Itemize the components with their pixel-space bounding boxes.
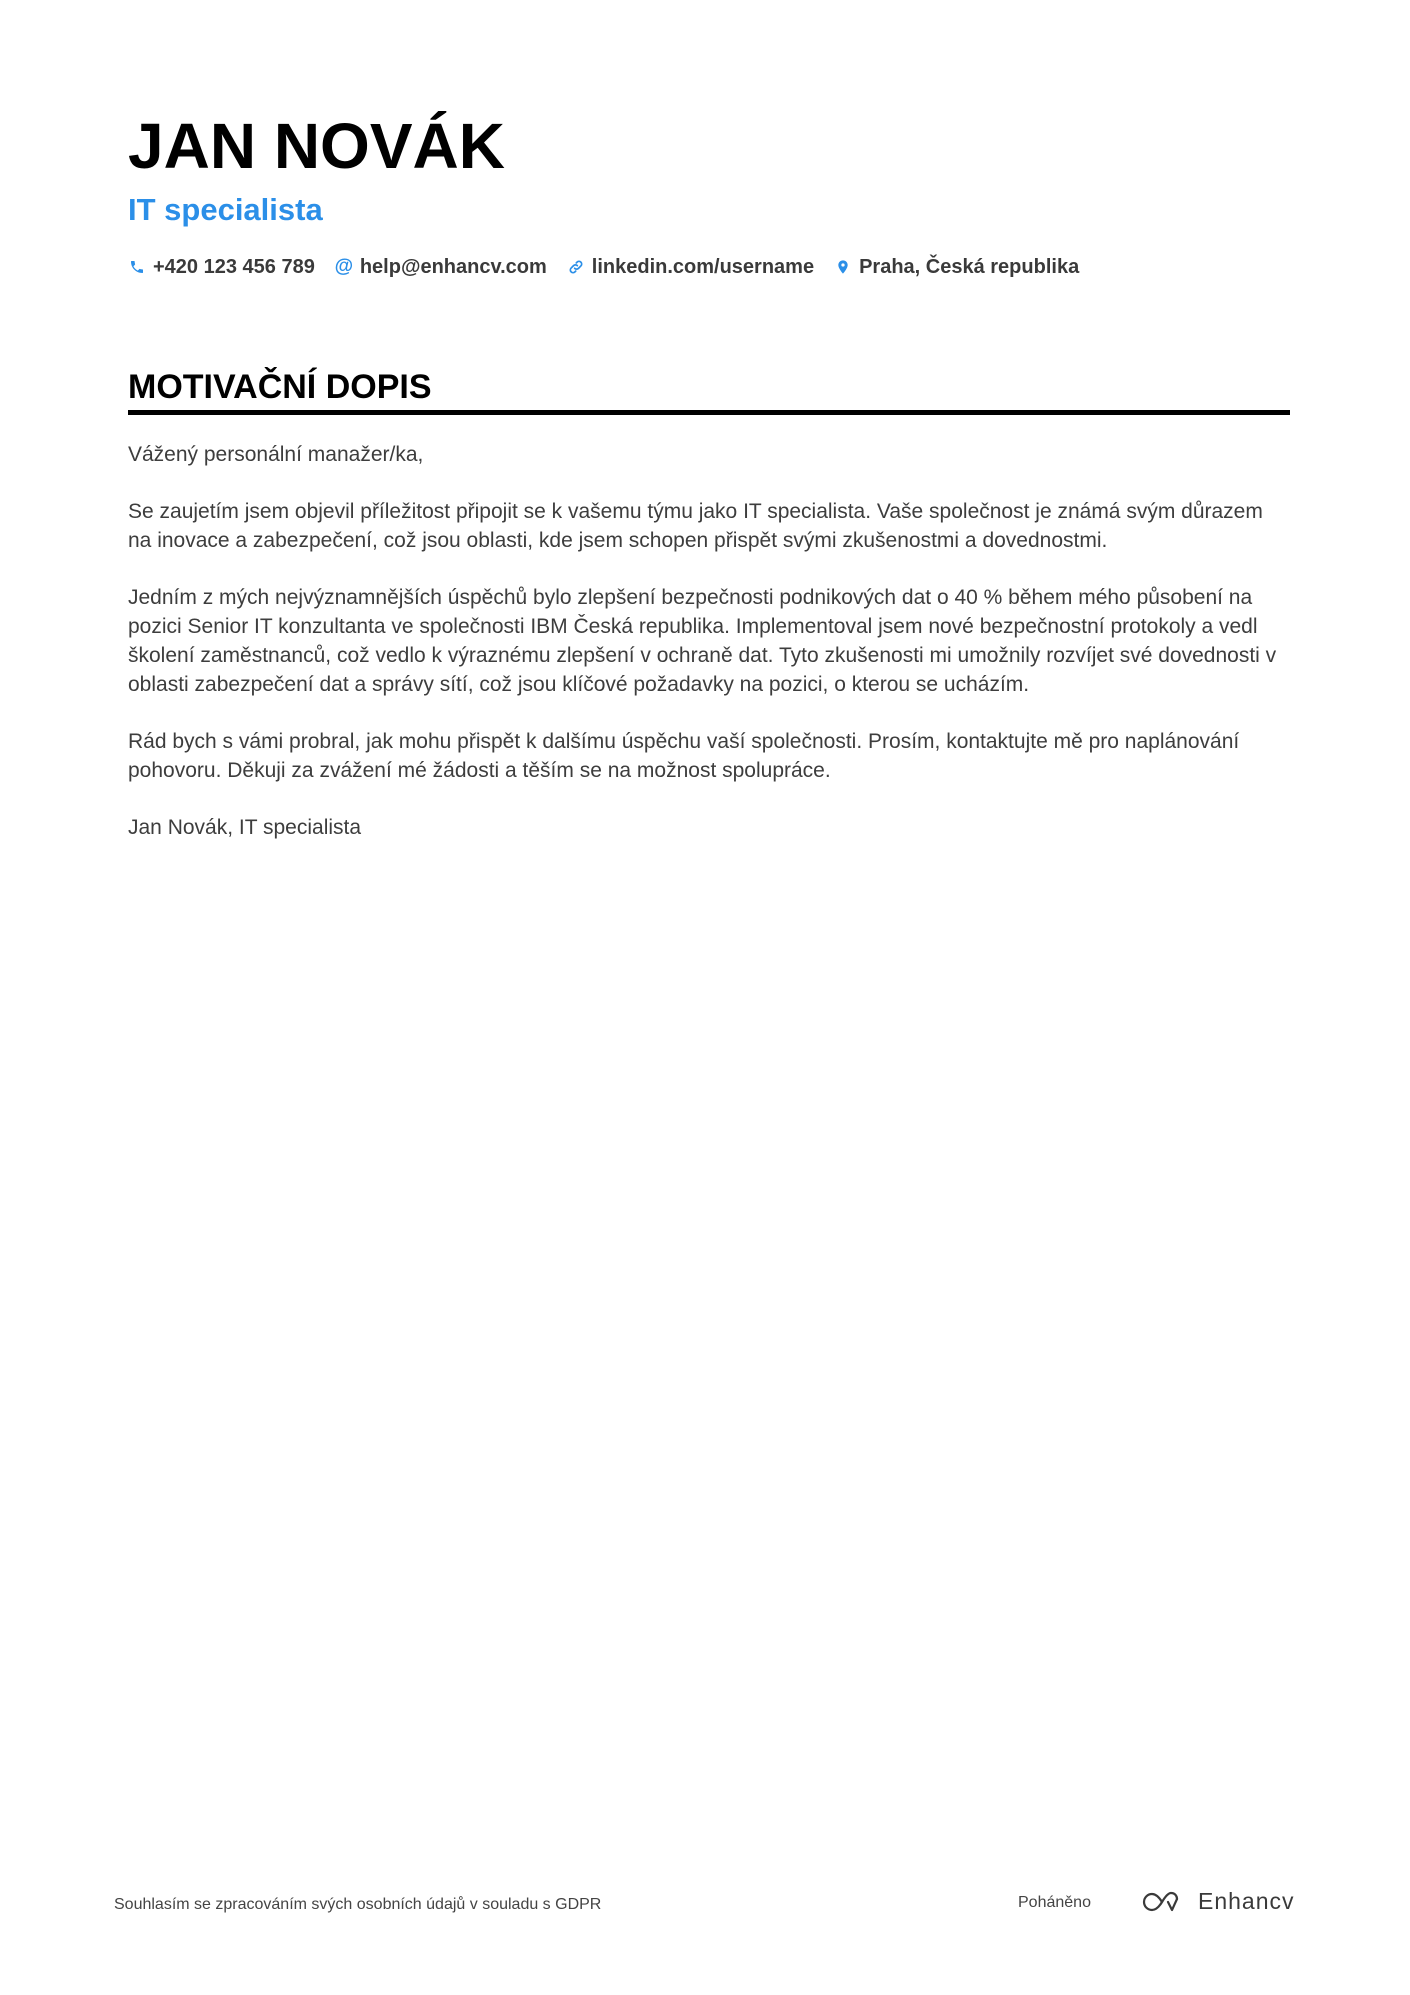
letter-body bbox=[128, 440, 1290, 870]
location-pin-icon bbox=[834, 258, 852, 276]
contact-email[interactable] bbox=[335, 256, 547, 279]
at-icon: @ bbox=[334, 256, 354, 277]
infinity-logo-icon bbox=[1138, 1889, 1186, 1915]
contact-location bbox=[834, 256, 1079, 279]
contact-phone-text: +420 123 456 789 bbox=[153, 255, 315, 278]
contact-email-text[interactable]: help@enhancv.com bbox=[359, 255, 547, 278]
applicant-role: IT specialista bbox=[128, 192, 323, 227]
contact-phone bbox=[128, 256, 315, 279]
letter-paragraph: Jedním z mých nejvýznamnějších úspěchů bylo zlepšení bezpečnosti podnikových dat o 40 % během mého působení na pozici Senior IT konzultanta ve společnosti IBM Česká republika. Implementoval jsem nové bezpečnostní protokoly a vedl školení zaměstnanců, což vedlo k výraznému zlepšení v ochraně dat. Tyto zkušenosti mi umožnily rozvíjet své dovednosti v oblasti zabezpečení dat a správy sítí, což jsou klíčové požadavky na pozici, o kterou se ucházím. bbox=[128, 586, 1277, 696]
applicant-name: JAN NOVÁK bbox=[128, 110, 505, 182]
contact-linkedin[interactable] bbox=[567, 256, 814, 279]
contact-location-text: Praha, Česká republika bbox=[859, 255, 1080, 278]
letter-signature: Jan Novák, IT specialista bbox=[128, 816, 362, 839]
enhancv-logo[interactable] bbox=[1138, 1888, 1295, 1915]
contact-linkedin-text[interactable]: linkedin.com/username bbox=[591, 255, 815, 278]
logo-text: Enhancv bbox=[1198, 1888, 1295, 1914]
contact-bar bbox=[128, 252, 1079, 282]
section-divider bbox=[128, 410, 1290, 415]
letter-paragraph: Se zaujetím jsem objevil příležitost připojit se k vašemu týmu jako IT specialista. Vaše společnost je známá svým důrazem na inovace a zabezpečení, což jsou oblasti, kde jsem schopen přispět svými zkušenostmi a dovednostmi. bbox=[128, 500, 1263, 552]
phone-icon bbox=[128, 258, 146, 276]
gdpr-consent-text: Souhlasím se zpracováním svých osobních údajů v souladu s GDPR bbox=[114, 1896, 602, 1913]
powered-by-label: Poháněno bbox=[1018, 1894, 1091, 1911]
section-title: MOTIVAČNÍ DOPIS bbox=[128, 368, 432, 406]
letter-greeting: Vážený personální manažer/ka, bbox=[128, 443, 424, 466]
link-icon bbox=[567, 258, 585, 276]
letter-paragraph: Rád bych s vámi probral, jak mohu přispět k dalšímu úspěchu vaší společnosti. Prosím, kontaktujte mě pro naplánování pohovoru. Děkuji za zvážení mé žádosti a těším se na možnost spolupráce. bbox=[128, 730, 1240, 782]
